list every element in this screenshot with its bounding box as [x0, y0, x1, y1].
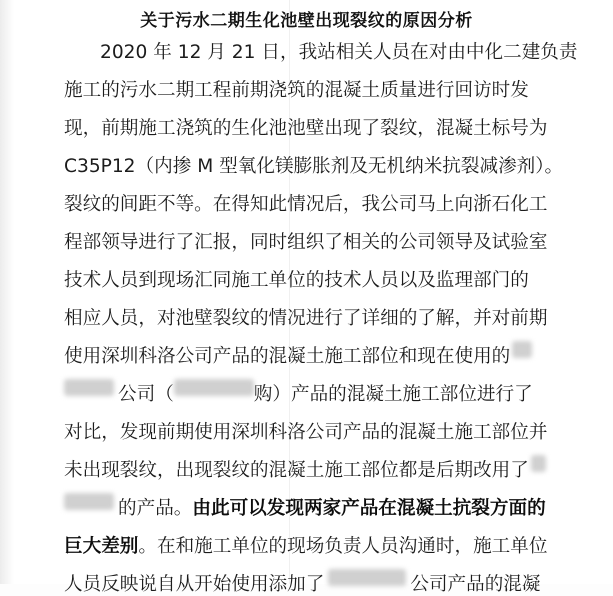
paragraph-line-3: 现，前期施工浇筑的生化池池壁出现了裂纹，混凝土标号为	[64, 118, 548, 139]
line-14-bold-conclusion: 巨大差别	[64, 536, 139, 557]
document-title: 关于污水二期生化池壁出现裂纹的原因分析	[140, 11, 473, 31]
line-12-text: 未出现裂纹，出现裂纹的混凝土施工部位都是后期改用了	[64, 460, 529, 481]
line-14-text: 。在和施工单位的现场负责人员沟通时，施工单位	[138, 536, 548, 557]
redacted-company-name	[328, 569, 406, 586]
line-9-text: 使用深圳科洛公司产品的混凝土施工部位和现在使用的	[64, 346, 511, 367]
line-15-text-a: 人员反映说自从开始使用添加了	[64, 574, 325, 595]
paragraph-line-8: 相应人员，对池壁裂纹的情况进行了详细的了解，并对前期	[64, 308, 548, 329]
paragraph-line-2: 施工的污水二期工程前期浇筑的混凝土质量进行回访时发	[64, 80, 529, 101]
paragraph-line-11: 对比，发现前期使用深圳科洛公司产品的混凝土施工部位并	[64, 422, 548, 443]
paragraph-line-7: 技术人员到现场汇同施工单位的技术人员以及监理部门的	[64, 270, 529, 291]
redacted-company-name	[512, 341, 532, 358]
redacted-company-name	[64, 493, 114, 510]
line-15-text-b: 公司产品的混凝	[410, 574, 541, 595]
redacted-company-name	[531, 455, 546, 472]
paragraph-line-12	[64, 456, 546, 482]
paragraph-line-5: 裂纹的间距不等。在得知此情况后，我公司马上向浙石化工	[64, 194, 548, 215]
paragraph-line-14	[64, 532, 546, 558]
paragraph-line-9	[64, 342, 546, 368]
scan-edge-shadow	[0, 0, 14, 584]
line-10-text-b: 购）产品的混凝土施工部位进行了	[253, 384, 533, 405]
line-13-text: 的产品。	[118, 498, 193, 519]
paragraph-line-6: 程部领导进行了汇报，同时组织了相关的公司领导及试验室	[64, 232, 548, 253]
line-10-text-a: 公司（	[118, 384, 174, 405]
line-13-bold-conclusion: 由此可以发现两家产品在混凝土抗裂方面的	[192, 498, 546, 519]
paragraph-line-15	[64, 570, 546, 596]
paragraph-line-10	[64, 380, 546, 406]
redacted-purchase-source	[174, 379, 254, 396]
paragraph-line-13	[64, 494, 546, 520]
paragraph-line-4: C35P12（内掺 M 型氧化镁膨胀剂及无机纳米抗裂减渗剂）。	[64, 156, 564, 177]
redacted-company-name	[64, 379, 114, 396]
paragraph-line-1: 2020 年 12 月 21 日，我站相关人员在对由中化二建负责	[100, 42, 578, 63]
